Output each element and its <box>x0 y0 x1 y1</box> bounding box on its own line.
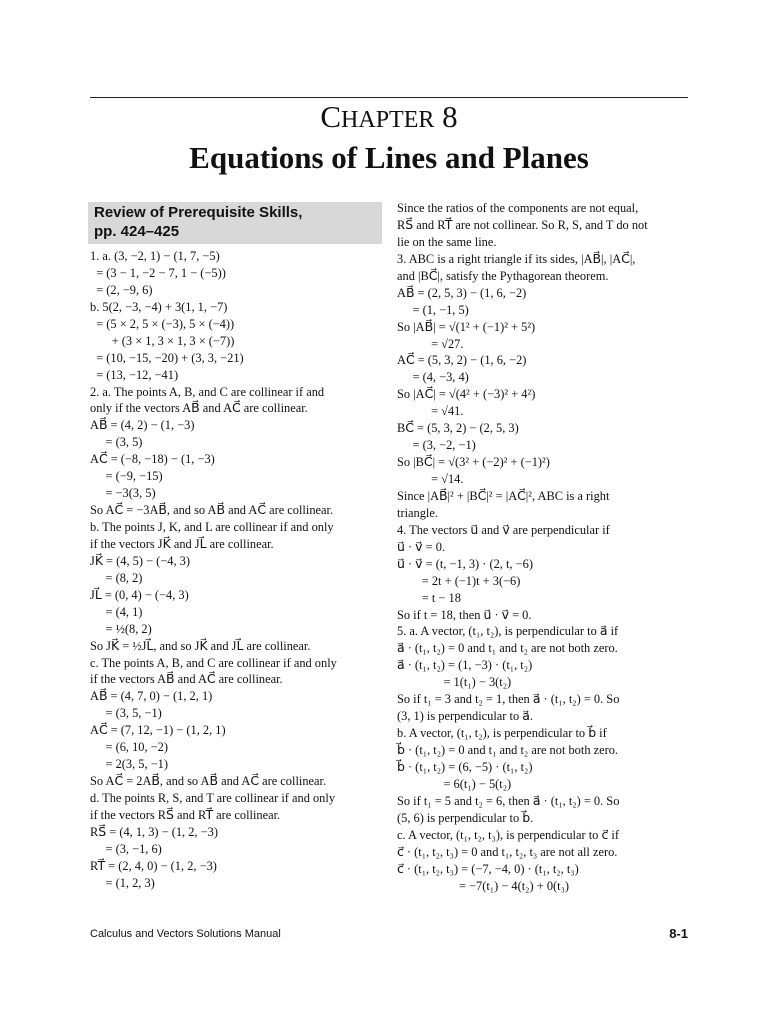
text-line: = (8, 2) <box>90 570 143 585</box>
text-line: = (3, 5, −1) <box>90 706 162 721</box>
right-column <box>397 200 689 894</box>
text-line: = (6, 10, −2) <box>90 740 168 755</box>
text-line: a⃗ · (t₁, t₂) = 0 and t₁ and t₂ are not both zero. <box>397 641 618 656</box>
chapter-heading <box>90 100 688 137</box>
text-line: So |AC⃗| = √(4² + (−3)² + 4²) <box>397 387 536 402</box>
review-heading-line2: pp. 424–425 <box>94 223 180 240</box>
text-line: = (3 − 1, −2 − 7, 1 − (−5)) <box>90 265 226 280</box>
text-line: = (3, 5) <box>90 435 143 450</box>
text-line: = (3, −2, −1) <box>397 438 476 453</box>
text-line: = √14. <box>397 472 464 486</box>
text-line: = ½(8, 2) <box>90 621 152 636</box>
text-line: d. The points R, S, and T are collinear if and only <box>90 791 336 805</box>
text-line: = (1, −1, 5) <box>397 302 469 317</box>
left-column <box>90 248 382 892</box>
chapter-word: HAPTER <box>341 107 435 133</box>
text-line: Since the ratios of the components are not equal, <box>397 201 639 215</box>
text-line: 2. a. The points A, B, and C are collinear if and <box>90 384 325 399</box>
text-line: if the vectors AB⃗ and AC⃗ are collinear. <box>90 672 283 687</box>
text-line: only if the vectors AB⃗ and AC⃗ are collinear. <box>90 401 308 416</box>
text-line: = −3(3, 5) <box>90 486 156 501</box>
text-line: = (4, −3, 4) <box>397 370 469 385</box>
text-line: = (10, −15, −20) + (3, 3, −21) <box>90 350 244 365</box>
footer-page-number: 8-1 <box>669 926 688 941</box>
text-line: JL⃗ = (0, 4) − (−4, 3) <box>90 587 189 602</box>
text-line: AB⃗ = (4, 2) − (1, −3) <box>90 418 195 433</box>
text-line: = (5 × 2, 5 × (−3), 5 × (−4)) <box>90 316 235 331</box>
text-line: b⃗ · (t₁, t₂) = 0 and t₁ and t₂ are not both zero. <box>397 743 619 757</box>
text-line: c. A vector, (t₁, t₂, t₃), is perpendicular to c⃗ if <box>397 827 619 842</box>
text-line: + (3 × 1, 3 × 1, 3 × (−7)) <box>90 333 235 348</box>
text-line: So if t₁ = 3 and t₂ = 1, then a⃗ · (t₁, t₂) = 0. So <box>397 692 620 707</box>
text-line: and |BC⃗|, satisfy the Pythagorean theorem. <box>397 268 609 283</box>
header-rule <box>90 97 688 98</box>
text-line: So |AB⃗| = √(1² + (−1)² + 5²) <box>397 319 536 334</box>
text-line: b⃗ · (t₁, t₂) = (6, −5) · (t₁, t₂) <box>397 759 533 774</box>
text-line: = (3, −1, 6) <box>90 841 162 856</box>
text-line: AC⃗ = (−8, −18) − (1, −3) <box>90 452 215 467</box>
text-line: triangle. <box>397 505 438 520</box>
text-line: u⃗ · v⃗ = 0. <box>397 539 445 554</box>
text-line: BC⃗ = (5, 3, 2) − (2, 5, 3) <box>397 421 519 436</box>
text-line: if the vectors JK⃗ and JL⃗ are collinear. <box>90 536 274 551</box>
text-line: RS⃗ = (4, 1, 3) − (1, 2, −3) <box>90 824 218 839</box>
text-line: So if t = 18, then u⃗ · v⃗ = 0. <box>397 607 532 622</box>
text-line: = (4, 1) <box>90 604 143 619</box>
text-line: = √41. <box>397 404 464 419</box>
text-line: AC⃗ = (7, 12, −1) − (1, 2, 1) <box>90 723 226 738</box>
text-line: = (13, −12, −41) <box>90 367 179 382</box>
text-line: 5. a. A vector, (t₁, t₂), is perpendicular to a⃗ if <box>397 624 619 639</box>
text-line: JK⃗ = (4, 5) − (−4, 3) <box>90 553 190 568</box>
text-line: = (2, −9, 6) <box>90 282 153 297</box>
text-line: = √27. <box>397 336 464 351</box>
text-line: b. The points J, K, and L are collinear if and only <box>90 520 334 534</box>
text-line: a⃗ · (t₁, t₂) = (1, −3) · (t₁, t₂) <box>397 658 533 673</box>
text-line: = 1(t₁) − 3(t₂) <box>397 675 512 690</box>
footer-book-title: Calculus and Vectors Solutions Manual <box>90 928 281 940</box>
text-line: AB⃗ = (2, 5, 3) − (1, 6, −2) <box>397 285 527 300</box>
chapter-title: Equations of Lines and Planes <box>189 140 589 175</box>
text-line: = (−9, −15) <box>90 469 163 484</box>
text-line: AB⃗ = (4, 7, 0) − (1, 2, 1) <box>90 689 213 704</box>
text-line: So AC⃗ = 2AB⃗, and so AB⃗ and AC⃗ are collinear. <box>90 774 327 789</box>
text-line: RS⃗ and RT⃗ are not collinear. So R, S, and T do not <box>397 217 648 232</box>
text-line: c⃗ · (t₁, t₂, t₃) = (−7, −4, 0) · (t₁, t₂, t₃) <box>397 861 579 876</box>
text-line: Since |AB⃗|² + |BC⃗|² = |AC⃗|², ABC is a right <box>397 488 610 503</box>
text-line: (5, 6) is perpendicular to b⃗. <box>397 810 534 825</box>
text-line: 4. The vectors u⃗ and v⃗ are perpendicular if <box>397 522 610 537</box>
text-line: u⃗ · v⃗ = (t, −1, 3) · (2, t, −6) <box>397 556 533 571</box>
text-line: So if t₁ = 5 and t₂ = 6, then a⃗ · (t₁, t₂) = 0. So <box>397 793 620 808</box>
text-line: b. 5(2, −3, −4) + 3(1, 1, −7) <box>90 299 228 314</box>
chapter-initial: C <box>320 99 342 134</box>
text-line: = t − 18 <box>397 590 461 605</box>
text-line: = (1, 2, 3) <box>90 875 155 890</box>
text-line: So AC⃗ = −3AB⃗, and so AB⃗ and AC⃗ are collinear. <box>90 503 334 518</box>
text-line: = −7(t₁) − 4(t₂) + 0(t₃) <box>397 878 570 893</box>
review-heading-box <box>88 202 382 244</box>
text-line: = 2(3, 5, −1) <box>90 757 168 772</box>
text-line: RT⃗ = (2, 4, 0) − (1, 2, −3) <box>90 858 217 873</box>
text-line: lie on the same line. <box>397 234 497 249</box>
review-heading-line1: Review of Prerequisite Skills, <box>94 204 303 221</box>
text-line: (3, 1) is perpendicular to a⃗. <box>397 709 533 724</box>
text-line: 1. a. (3, −2, 1) − (1, 7, −5) <box>90 249 220 263</box>
chapter-number: 8 <box>442 99 458 134</box>
text-line: c. The points A, B, and C are collinear if and only <box>90 655 337 670</box>
text-line: = 6(t₁) − 5(t₂) <box>397 776 512 791</box>
text-line: So JK⃗ = ½JL⃗, and so JK⃗ and JL⃗ are collinear. <box>90 638 311 653</box>
text-line: 3. ABC is a right triangle if its sides, |AB⃗|, |AC⃗|, <box>397 251 636 266</box>
text-line: AC⃗ = (5, 3, 2) − (1, 6, −2) <box>397 353 527 368</box>
text-line: if the vectors RS⃗ and RT⃗ are collinear. <box>90 807 281 822</box>
text-line: b. A vector, (t₁, t₂), is perpendicular to b⃗ if <box>397 726 607 741</box>
text-line: = 2t + (−1)t + 3(−6) <box>397 573 521 588</box>
text-line: So |BC⃗| = √(3² + (−2)² + (−1)²) <box>397 455 550 470</box>
text-line: c⃗ · (t₁, t₂, t₃) = 0 and t₁, t₂, t₃ are not all zero. <box>397 844 618 859</box>
